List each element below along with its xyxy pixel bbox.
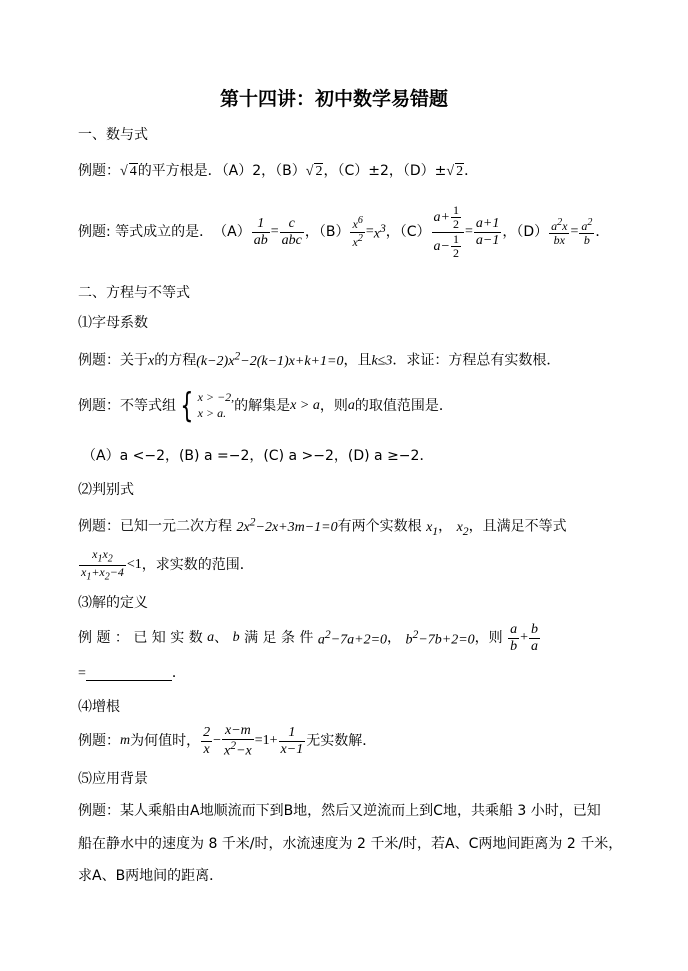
sub-heading-5: ⑸应用背景: [78, 771, 148, 787]
example-1: 例题：√ 4的平方根是．（A）2，（B）√ 2，（C）±2，（D）±√ 2．: [78, 163, 479, 179]
example-6-line-2: = ．: [78, 665, 186, 681]
sub-heading-3: ⑶解的定义: [78, 595, 148, 611]
section-heading-2: 二、方程与不等式: [78, 285, 190, 301]
answer-blank: [86, 668, 172, 681]
example-7: 例题： m 为何值时， $\frac{2}{x}$ − $\frac{x-m}{x^2-x}$ =1+ $\frac{1}{x-1}$ 无实数解．: [78, 723, 377, 759]
page-title: 第十四讲：初中数学易错题: [220, 88, 449, 110]
example-3: 例题：关于x的方程$(k-2)x^2-2(k-1)x+k+1=0$，且k≤3．求证：方程总有实数根．: [78, 349, 561, 369]
sub-heading-2: ⑵判别式: [78, 482, 134, 498]
example-8-line-1: 例题：某人乘船由A地顺流而下到B地，然后又逆流而上到C地，共乘船 3 小时，已知: [78, 803, 601, 819]
example-6-line-1: 例 题 ： 已 知 实 数 a 、 b 满 足 条 件 $a^2-7a+2=0$ ， $b^2-7b+2=0$ ，则 $\frac{a}{b}$ + $\frac{b}{a}$: [78, 622, 539, 654]
example-8-line-3: 求A、B两地间的距离．: [78, 868, 224, 884]
example-5-line-1: 例题：已知一元二次方程 $2x^2-2x+3m-1=0$有两个实数根 $x_1$， $x_2$，且满足不等式: [78, 515, 567, 538]
section-heading-1: 一、数与式: [78, 127, 148, 143]
example-4-options: （A）a <−2，(B) a =−2，(C) a >−2，(D) a ≥−2．: [82, 448, 434, 464]
example-2: 例题: 等式成立的是． （A） $\frac{1}{ab}$ = $\frac{c}{\text{abc}}$ ，（B） $\frac{x^6}{x^2}$ = $x^3$ ，（C） a+ $\frac{1}{2}$ a− $\frac{1}{2}$ = $\frac{a+1}{a-1}$ ，（D） $\frac{a^2x}{bx}$ = $\frac{a^2}{b}$ ．: [78, 203, 610, 260]
example-8-line-2: 船在静水中的速度为 8 千米/时，水流速度为 2 千米/时，若A、C两地间距离为 2 千米，: [78, 836, 623, 852]
example-4: 例题：不等式组 { x > −2, x > a. 的解集是 x > a ，则 a 的取值范围是．: [78, 386, 453, 426]
example-5-line-2: $\frac{x_1x_2}{x_1+x_2-4}$ <1 ，求实数的范围．: [81, 547, 254, 582]
sub-heading-4: ⑷增根: [78, 699, 120, 715]
sub-heading-1: ⑴字母系数: [78, 315, 148, 331]
